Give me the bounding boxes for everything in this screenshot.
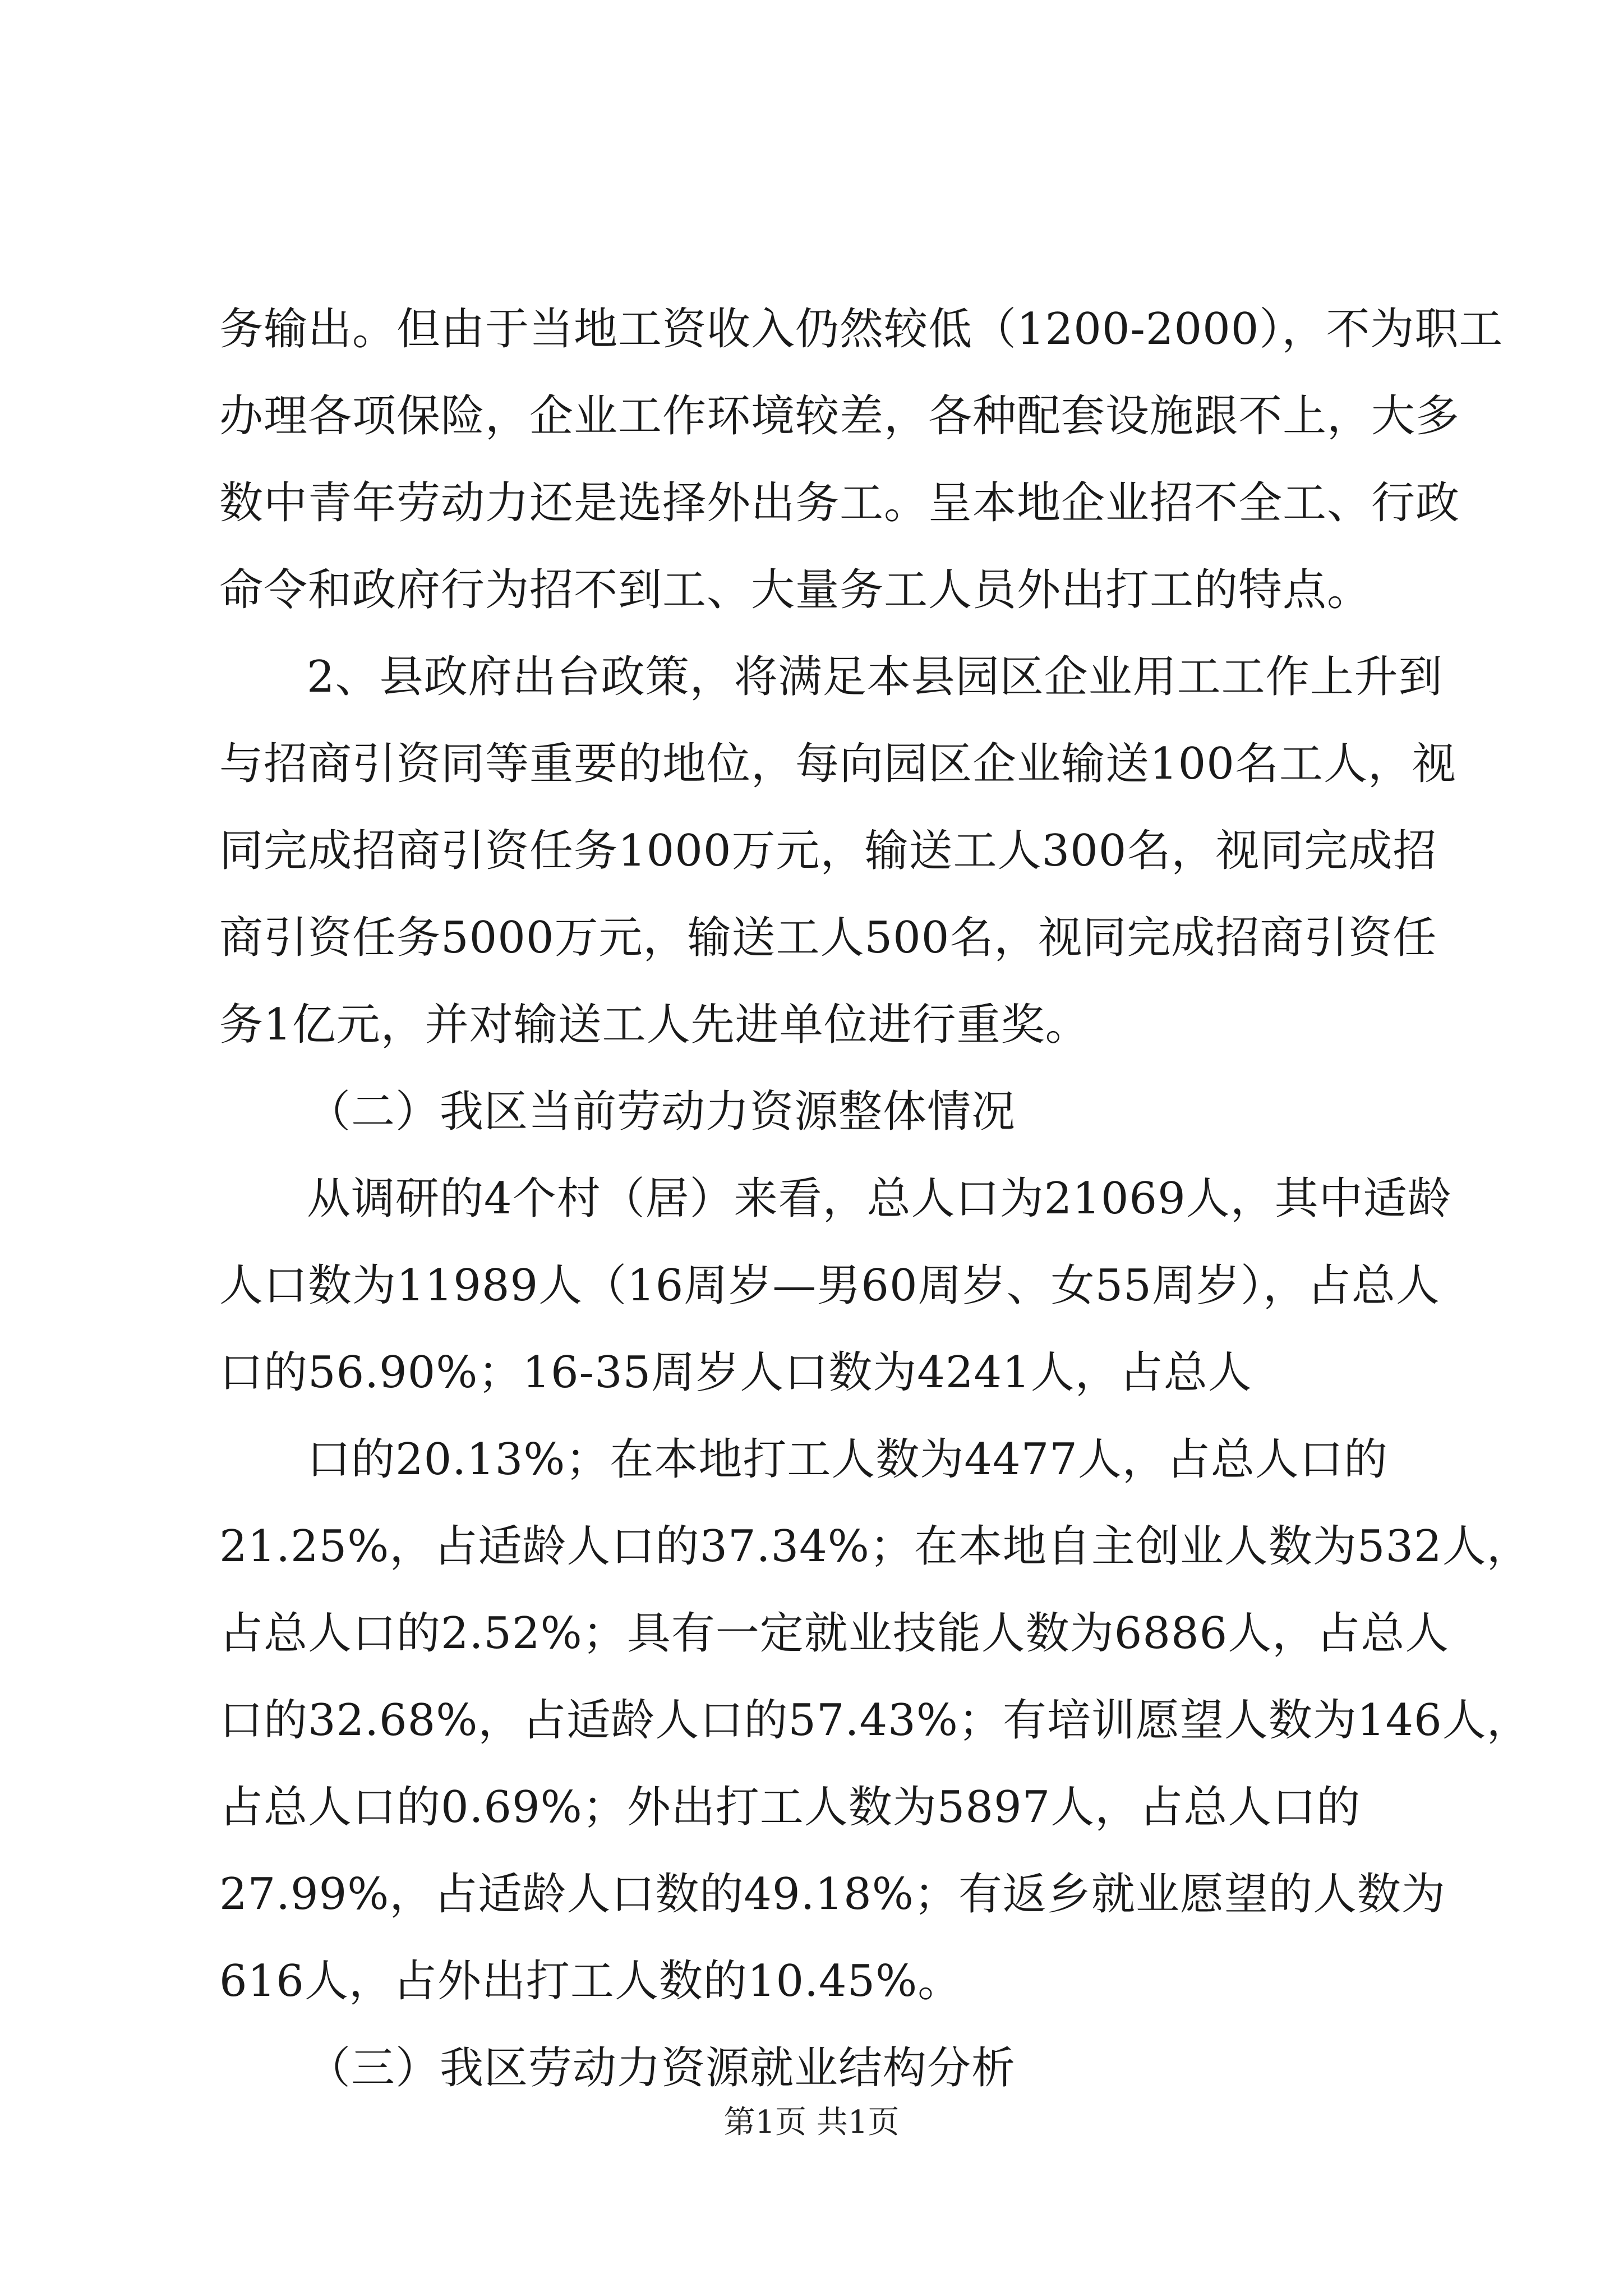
paragraph-line: 口的32.68%，占适龄人口的57.43%；有培训愿望人数为146人， (219, 1695, 1531, 1746)
paragraph-line: 与招商引资同等重要的地位，每向园区企业输送100名工人，视 (219, 739, 1456, 789)
paragraph-line: 占总人口的0.69%；外出打工人数为5897人，占总人口的 (219, 1782, 1361, 1833)
paragraph-line: 务1亿元，并对输送工人先进单位进行重奖。 (219, 1000, 1090, 1050)
paragraph-line: 从调研的4个村（居）来看，总人口为21069人，其中适龄 (307, 1174, 1452, 1224)
paragraph-line: 616人，占外出打工人数的10.45%。 (219, 1956, 962, 2007)
paragraph-line: 办理各项保险，企业工作环境较差，各种配套设施跟不上，大多 (219, 391, 1460, 441)
paragraph-line: 2、县政府出台政策，将满足本县园区企业用工工作上升到 (307, 652, 1443, 702)
paragraph-line: 商引资任务5000万元，输送工人500名，视同完成招商引资任 (219, 913, 1437, 963)
paragraph-line: 27.99%，占适龄人口数的49.18%；有返乡就业愿望的人数为 (219, 1869, 1446, 1920)
page-footer: 第1页 共1页 (723, 2104, 900, 2141)
paragraph-line: 21.25%，占适龄人口的37.34%；在本地自主创业人数为532人， (219, 1521, 1531, 1572)
section-heading: （二）我区当前劳动力资源整体情况 (307, 1087, 1016, 1137)
section-heading: （三）我区劳动力资源就业结构分析 (307, 2043, 1016, 2093)
paragraph-line: 同完成招商引资任务1000万元，输送工人300名，视同完成招 (219, 826, 1437, 876)
paragraph-line: 务输出。但由于当地工资收入仍然较低（1200-2000），不为职工 (219, 304, 1504, 355)
paragraph-line: 口的56.90%；16-35周岁人口数为4241人，占总人 (219, 1347, 1252, 1398)
paragraph-line: 人口数为11989人（16周岁—男60周岁、女55周岁），占总人 (219, 1260, 1440, 1311)
paragraph-line: 占总人口的2.52%；具有一定就业技能人数为6886人，占总人 (219, 1608, 1450, 1659)
paragraph-line: 口的20.13%；在本地打工人数为4477人，占总人口的 (307, 1434, 1388, 1485)
paragraph-line: 数中青年劳动力还是选择外出务工。呈本地企业招不全工、行政 (219, 478, 1460, 528)
paragraph-line: 命令和政府行为招不到工、大量务工人员外出打工的特点。 (219, 565, 1372, 615)
